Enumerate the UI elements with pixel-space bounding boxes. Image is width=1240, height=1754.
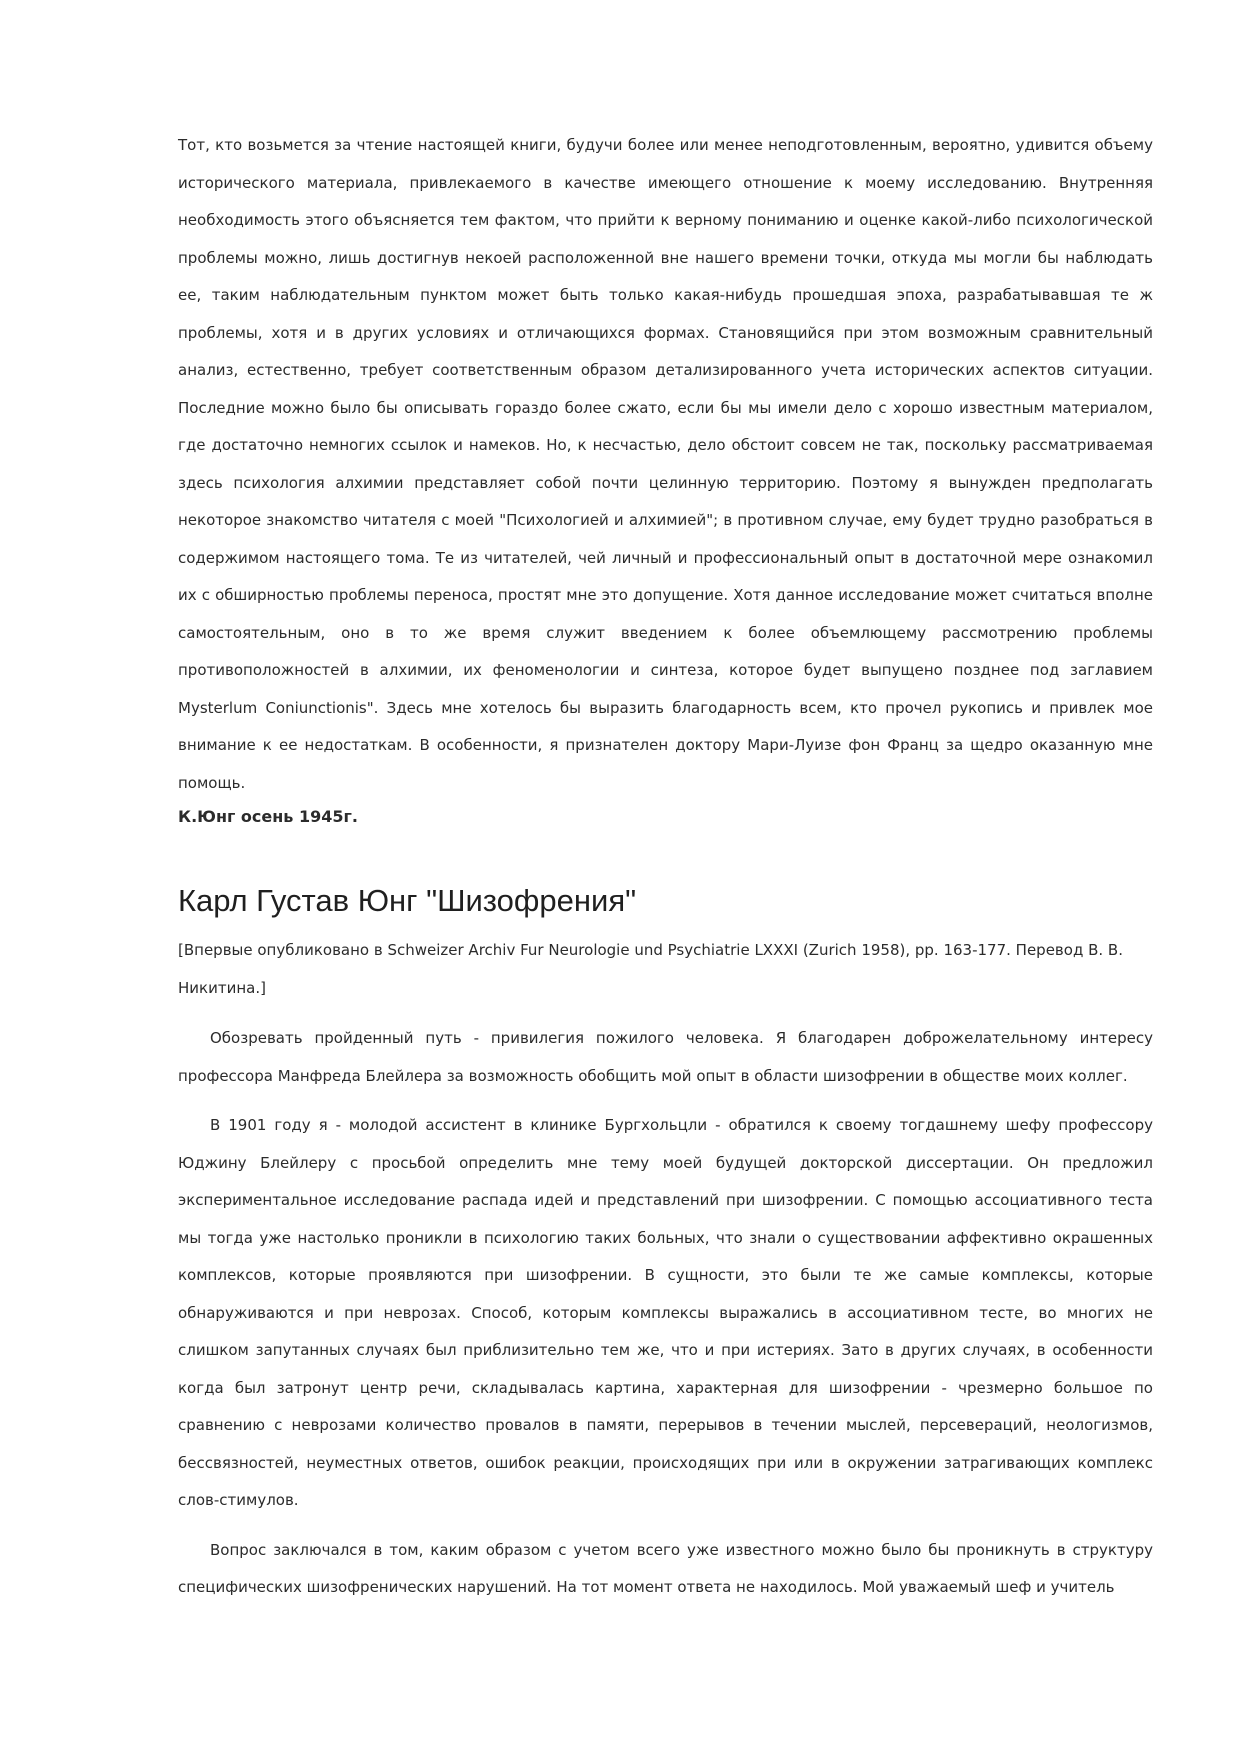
body-paragraph: Обозревать пройденный путь - привилегия пожилого человека. Я благодарен доброжелательному интересу профессора Манфреда Блейлера за возможность обобщить мой опыт в области шизофрении в обществе моих коллег.: [178, 1029, 1153, 1085]
body-paragraph: Вопрос заключался в том, каким образом с учетом всего уже известного можно было бы проникнуть в структуру специфических шизофренических нарушений. На тот момент ответа не находилось. Мой уважаемый шеф и учитель: [178, 1540, 1153, 1596]
body-paragraph: В 1901 году я - молодой ассистент в клинике Бургхольцли - обратился к своему тогдашнему шефу профессору Юджину Блейлеру с просьбой определить мне тему моей будущей докторской диссертации. Он предложил экспериментальное исследование распада идей и представлений при шизофрении. С помощью ассоциативного теста мы тогда уже настолько проникли в психологию таких больных, что знали о существовании аффективно окрашенных комплексов, которые проявляются при шизофрении. В сущности, это были те же самые комплексы, которые обнаруживаются и при неврозах. Способ, которым комплексы выражались в ассоциативном тесте, во многих не слишком запутанных случаях был приблизительно тем же, что и при истериях. Зато в других случаях, в особенности когда был затронут центр речи, складывалась картина, характерная для шизофрении - чрезмерно большое по сравнению с неврозами количество провалов в памяти, перерывов в течении мыслей, персевераций, неологизмов, бессвязностей, неуместных ответов, ошибок реакции, происходящих при или в окружении затрагивающих комплекс слов-стимулов.: [178, 1116, 1153, 1509]
preface-paragraph: Тот, кто возьмется за чтение настоящей книги, будучи более или менее неподготовленным, вероятно, удивится объему исторического материала, привлекаемого в качестве имеющего отношение к моему исследованию. Внутренняя необходимость этого объясняется тем фактом, что прийти к верному пониманию и оценке какой-либо психологической проблемы можно, лишь достигнув некоей расположенной вне нашего времени точки, откуда мы могли бы наблюдать ее, таким наблюдательным пунктом может быть только какая-нибудь прошедшая эпоха, разрабатывавшая те ж проблемы, хотя и в других условиях и отличающихся формах. Становящийся при этом возможным сравнительный анализ, естественно, требует соответственным образом детализированного учета исторических аспектов ситуации. Последние можно было бы описывать гораздо более сжато, если бы мы имели дело с хорошо известным материалом, где достаточно немногих ссылок и намеков. Но, к несчастью, дело обстоит совсем не так, поскольку рассматриваемая здесь психология алхимии представляет собой почти целинную территорию. Поэтому я вынужден предполагать некоторое знакомство читателя с моей "Психологией и алхимией"; в противном случае, ему будет трудно разобраться в содержимом настоящего тома. Те из читателей, чей личный и профессиональный опыт в достаточной мере ознакомил их с обширностью проблемы переноса, простят мне это допущение. Хотя данное исследование может считаться вполне самостоятельным, оно в то же время служит введением к более объемлющему рассмотрению проблемы противоположностей в алхимии, их феноменологии и синтеза, которое будет выпущено позднее под заглавием Mysterlum Coniunctionis". Здесь мне хотелось бы выразить благодарность всем, кто прочел рукопись и привлек мое внимание к ее недостаткам. В особенности, я признателен доктору Мари-Луизе фон Франц за щедро оказанную мне помощь.: [178, 136, 1153, 792]
publication-note: [Впервые опубликовано в Schweizer Archiv Fur Neurologie und Psychiatrie LXXXI (Zurich 1958), pp. 163-177. Перевод В. В. Никитина.]: [178, 941, 1123, 997]
preface-signature: К.Юнг осень 1945г.: [178, 807, 358, 826]
document-page: [178, 127, 1153, 1607]
article-title: Карл Густав Юнг "Шизофрения": [178, 883, 637, 918]
